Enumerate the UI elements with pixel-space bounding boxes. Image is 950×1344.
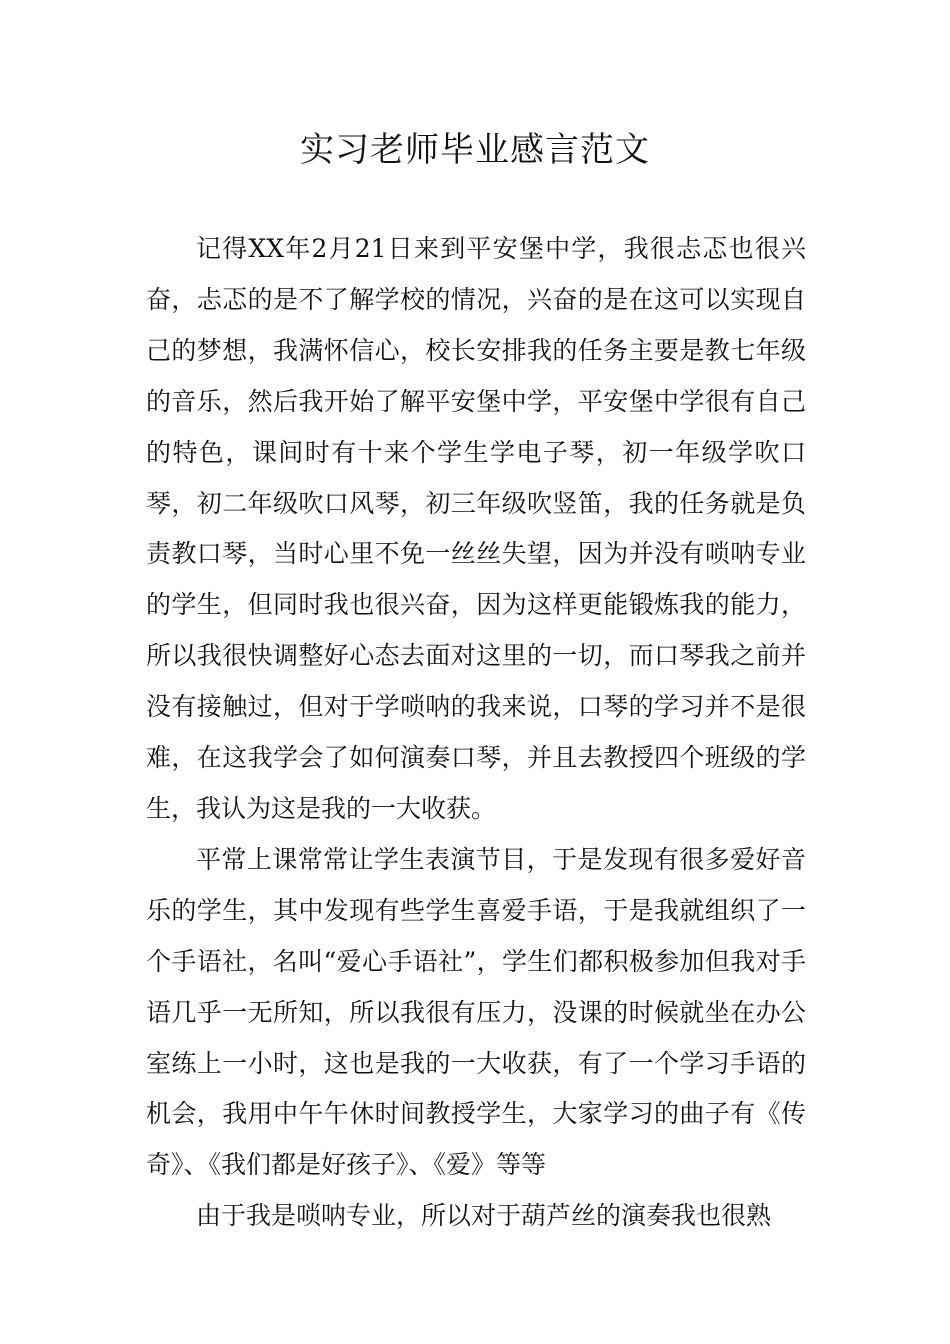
paragraph-3: 由于我是唢呐专业，所以对于葫芦丝的演奏我也很熟 [196, 1201, 772, 1231]
paragraph-1: 记得XX年2月21日来到平安堡中学，我很忐忑也很兴奋，忐忑的是不了解学校的情况，兴奋的是在这可以实现自己的梦想，我满怀信心，校长安排我的任务主要是教七年级的音乐，然后我开始了解平安堡中学，平安堡中学很有自己的特色，课间时有十来个学生学电子琴，初一年级学吹口琴，初二年级吹口风琴，初三年级吹竖笛，我的任务就是负责教口琴，当时心里不免一丝丝失望，因为并没有唢呐专业的学生，但同时我也很兴奋，因为这样更能锻炼我的能力，所以我很快调整好心态去面对这里的一切，而口琴我之前并没有接触过，但对于学唢呐的我来说，口琴的学习并不是很难，在这我学会了如何演奏口琴，并且去教授四个班级的学生，我认为这是我的一大收获。 [146, 234, 806, 823]
paragraph-2: 平常上课常常让学生表演节目，于是发现有很多爱好音乐的学生，其中发现有些学生喜爱手语，于是我就组织了一个手语社，名叫“爱心手语社”，学生们都积极参加但我对手语几乎一无所知，所以我很有压力，没课的时候就坐在办公室练上一小时，这也是我的一大收获，有了一个学习手语的机会，我用中午午休时间教授学生，大家学习的曲子有《传奇》、《我们都是好孩子》、《爱》等等 [146, 844, 806, 1180]
document-body [146, 224, 806, 1242]
page-title: 实习老师毕业感言范文 [300, 130, 650, 170]
